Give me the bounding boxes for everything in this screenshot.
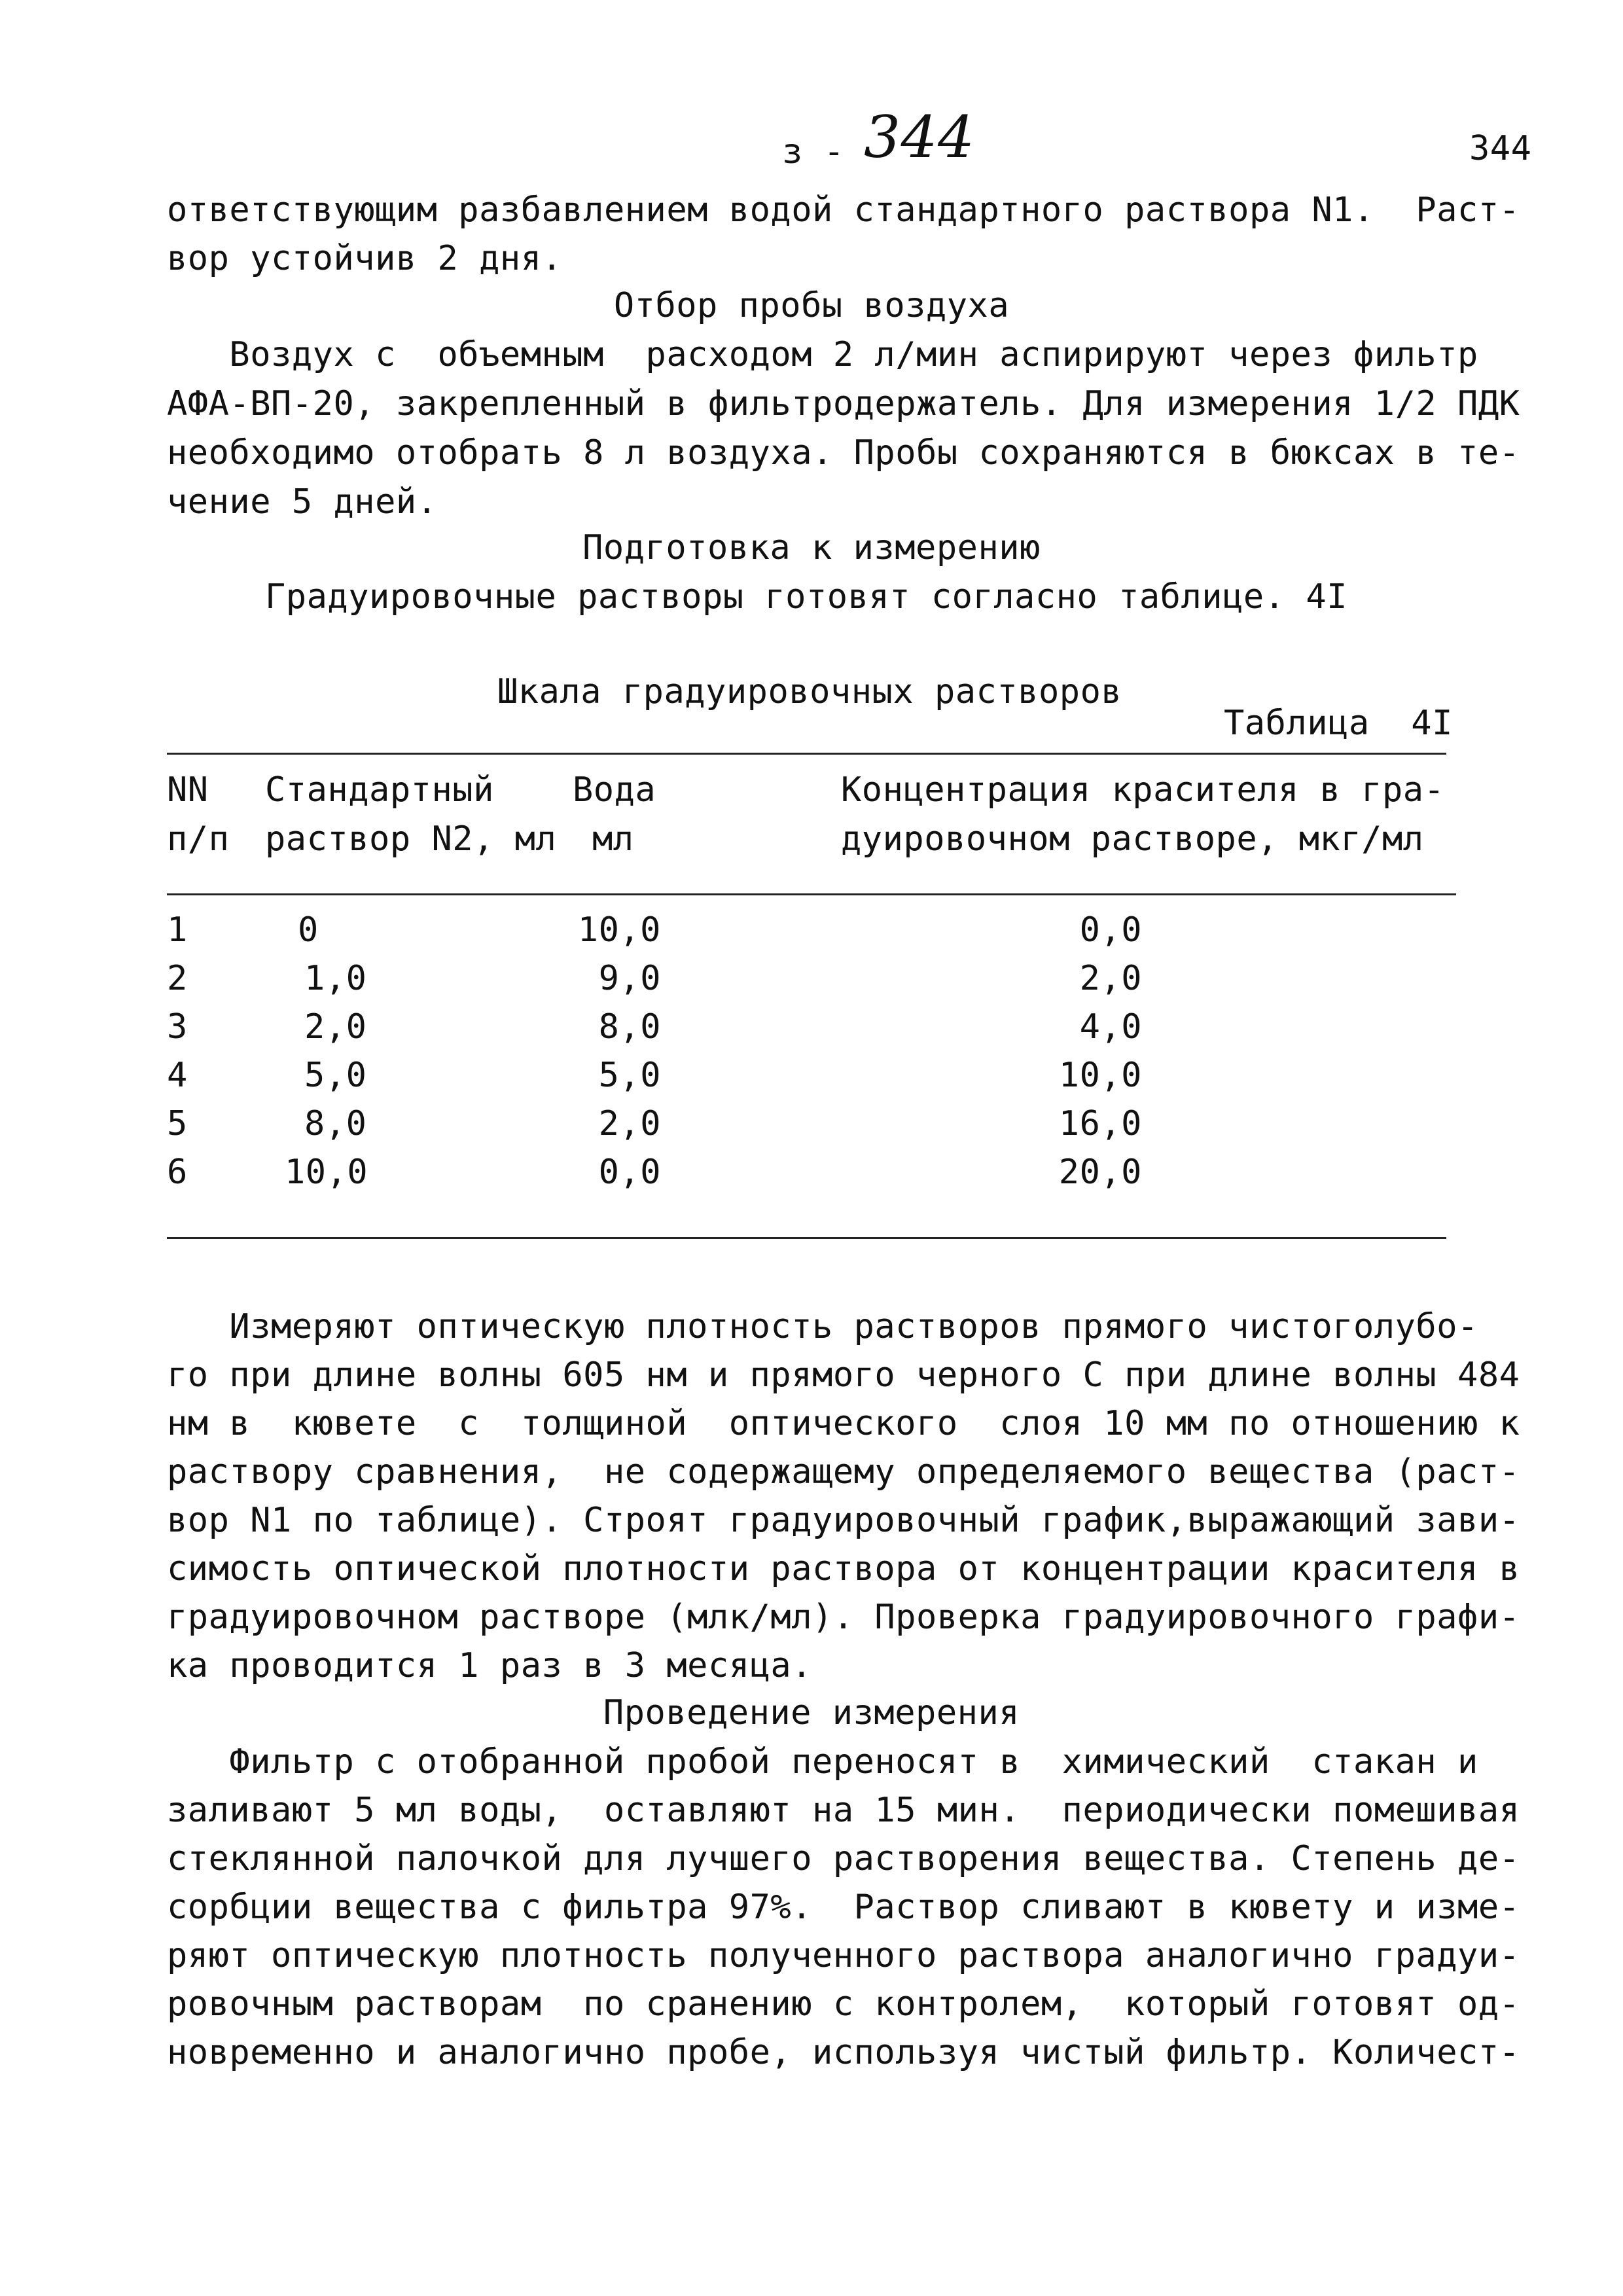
page-number: 344 xyxy=(1469,129,1532,168)
cell-conc: 10,0 xyxy=(1058,1056,1142,1095)
text-line: необходимо отобрать 8 л воздуха. Пробы сохраняются в бюксах в те- xyxy=(167,433,1520,473)
table-label: Таблица 4I xyxy=(1224,704,1453,743)
text-line: вор N1 по таблице). Строят градуировочный график,выражающий зави- xyxy=(167,1501,1520,1540)
table-header-col3: мл xyxy=(592,819,634,859)
cell-conc: 2,0 xyxy=(1079,959,1142,998)
text-line: градуировочном растворе (млк/мл). Проверка градуировочного графи- xyxy=(167,1598,1520,1637)
text-line: симость оптической плотности раствора от концентрации красителя в xyxy=(167,1549,1520,1588)
cell-conc: 4,0 xyxy=(1079,1007,1142,1047)
cell-std: 10,0 xyxy=(285,1153,368,1192)
text-line: вор устойчив 2 дня. xyxy=(167,239,563,278)
text-line: ответствующим разбавлением водой стандартного раствора N1. Раст- xyxy=(167,190,1520,230)
table-header-col4: дуировочном растворе, мкг/мл xyxy=(841,819,1424,859)
cell-std: 8,0 xyxy=(304,1104,367,1143)
cell-water: 9,0 xyxy=(598,959,661,998)
cell-n: 5 xyxy=(167,1104,188,1143)
table-header-col4: Концентрация красителя в гра- xyxy=(841,770,1445,810)
section-title-sampling: Отбор пробы воздуха xyxy=(613,286,1010,325)
table-header-col2: Стандартный xyxy=(265,770,494,810)
cell-conc: 0,0 xyxy=(1079,910,1142,950)
cell-std: 0 xyxy=(298,910,319,950)
cell-conc: 16,0 xyxy=(1058,1104,1142,1143)
text-line: Фильтр с отобранной пробой переносят в химический стакан и xyxy=(167,1742,1478,1782)
table-header-col1: п/п xyxy=(167,819,230,859)
table-header-col3: Вода xyxy=(573,770,656,810)
table-header-col2: раствор N2, мл xyxy=(265,819,557,859)
text-line: раствору сравнения, не содержащему определяемого вещества (раст- xyxy=(167,1452,1520,1492)
table-caption: Шкала градуировочных растворов xyxy=(497,672,1122,711)
text-line: чение 5 дней. xyxy=(167,482,438,522)
text-line: стеклянной палочкой для лучшего растворения вещества. Степень де- xyxy=(167,1839,1520,1878)
text-line: Градуировочные растворы готовят согласно таблице. 4I xyxy=(265,577,1347,617)
section-title-prep: Подготовка к измерению xyxy=(582,528,1041,567)
page-prefix: з - xyxy=(782,132,845,171)
text-line: заливают 5 мл воды, оставляют на 15 мин. периодически помешивая xyxy=(167,1791,1520,1830)
cell-n: 3 xyxy=(167,1007,188,1047)
table-bottom-rule xyxy=(167,1237,1446,1239)
table-top-rule xyxy=(167,753,1446,755)
cell-std: 2,0 xyxy=(304,1007,367,1047)
table-header-col1: NN xyxy=(167,770,209,810)
cell-n: 1 xyxy=(167,910,188,950)
cell-n: 2 xyxy=(167,959,188,998)
text-line: сорбции вещества с фильтра 97%. Раствор сливают в кювету и изме- xyxy=(167,1888,1520,1927)
handwritten-page-number: 344 xyxy=(864,103,975,171)
table-header-rule xyxy=(167,893,1456,895)
cell-water: 2,0 xyxy=(598,1104,661,1143)
text-line: новременно и аналогично пробе, используя чистый фильтр. Количест- xyxy=(167,2033,1520,2072)
text-line: го при длине волны 605 нм и прямого черного С при длине волны 484 xyxy=(167,1355,1520,1395)
cell-water: 0,0 xyxy=(598,1153,661,1192)
text-line: АФА-ВП-20, закрепленный в фильтродержатель. Для измерения 1/2 ПДК xyxy=(167,384,1520,423)
cell-n: 4 xyxy=(167,1056,188,1095)
section-title-conduct: Проведение измерения xyxy=(603,1693,1020,1732)
text-line: ровочным растворам по сранению с контролем, который готовят од- xyxy=(167,1984,1520,2024)
cell-water: 5,0 xyxy=(598,1056,661,1095)
cell-std: 1,0 xyxy=(304,959,367,998)
cell-water: 10,0 xyxy=(577,910,661,950)
text-line: Воздух с объемным расходом 2 л/мин аспирируют через фильтр xyxy=(167,335,1478,374)
text-line: нм в кювете с толщиной оптического слоя 10 мм по отношению к xyxy=(167,1404,1520,1443)
text-line: ка проводится 1 раз в 3 месяца. xyxy=(167,1646,813,1685)
cell-conc: 20,0 xyxy=(1058,1153,1142,1192)
cell-std: 5,0 xyxy=(304,1056,367,1095)
text-line: ряют оптическую плотность полученного раствора аналогично градуи- xyxy=(167,1936,1520,1975)
cell-water: 8,0 xyxy=(598,1007,661,1047)
text-line: Измеряют оптическую плотность растворов прямого чистоголубо- xyxy=(167,1307,1478,1346)
cell-n: 6 xyxy=(167,1153,188,1192)
